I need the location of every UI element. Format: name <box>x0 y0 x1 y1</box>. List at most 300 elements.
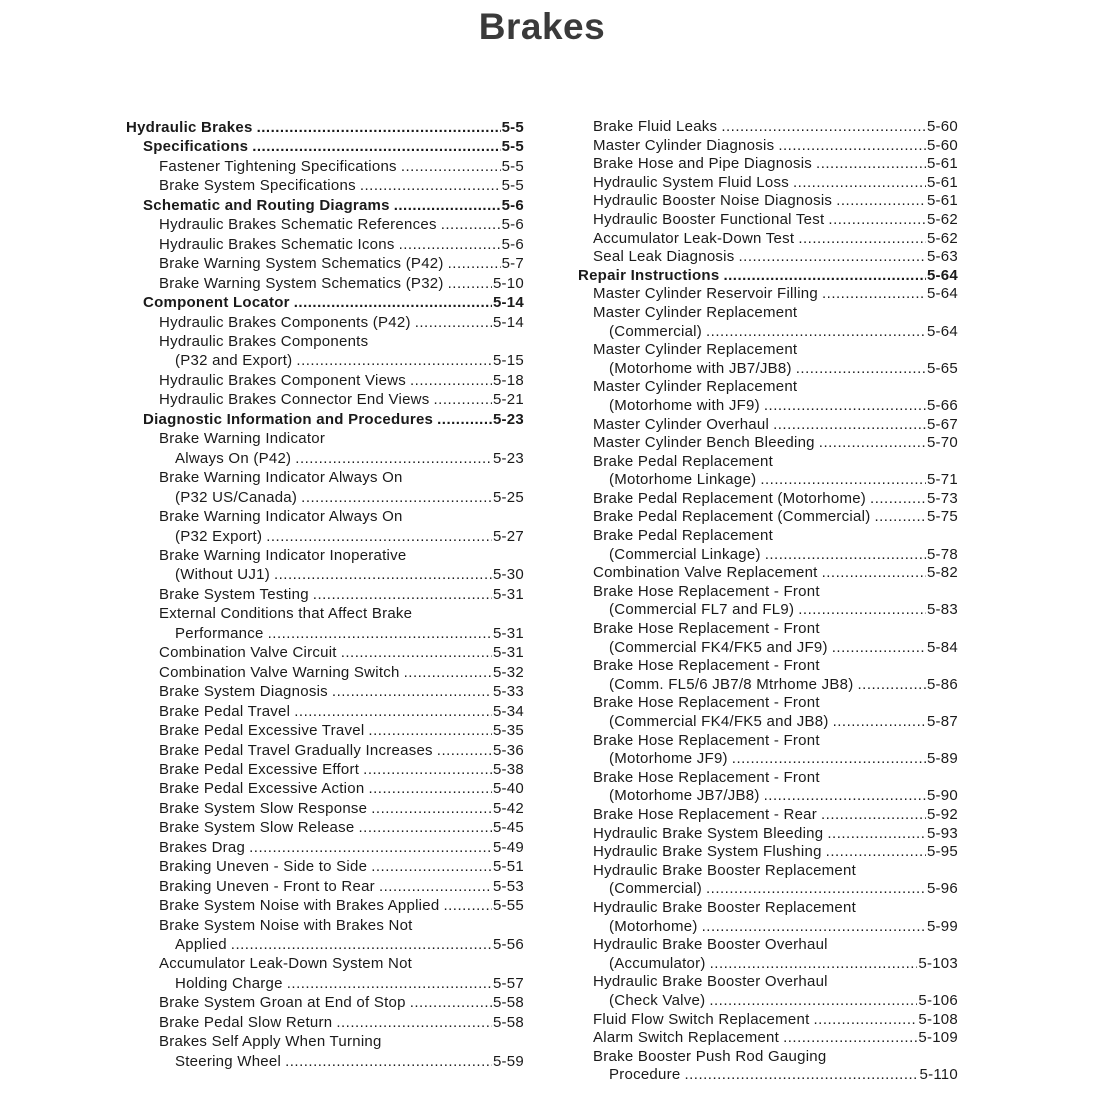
toc-entry-title: Master Cylinder Diagnosis <box>593 136 775 154</box>
toc-entry <box>578 620 958 657</box>
toc-entry-title: Brake System Slow Release <box>159 819 355 837</box>
toc-entry-continuation: (Comm. FL5/6 JB7/8 Mtrhome JB8) <box>609 675 854 693</box>
toc-entry <box>126 371 524 390</box>
toc-page-number: 5-33 <box>492 683 524 701</box>
toc-entry-continuation: (Commercial) <box>609 322 702 340</box>
toc-entry-title: Braking Uneven - Side to Side <box>159 858 368 876</box>
toc-entry <box>578 137 958 156</box>
toc-page-number: 5-90 <box>926 787 958 805</box>
toc-entry-title: Brakes Self Apply When Turning <box>159 1033 382 1051</box>
toc-page-number: 5-5 <box>501 177 524 195</box>
toc-entry-title: Hydraulic Brake Booster Replacement <box>593 898 857 916</box>
toc-entry-title: Master Cylinder Overhaul <box>593 415 770 433</box>
toc-entry <box>126 137 524 156</box>
toc-page-number: 5-35 <box>492 722 524 740</box>
toc-page-number: 5-30 <box>492 566 524 584</box>
toc-page-number: 5-6 <box>501 196 524 214</box>
dot-leader <box>798 230 926 249</box>
toc-entry-title: Master Cylinder Reservoir Filling <box>593 285 818 303</box>
dot-leader <box>441 215 501 234</box>
dot-leader <box>404 663 492 682</box>
toc-entry-title: Brake Hose Replacement - Front <box>593 582 820 600</box>
dot-leader <box>410 993 492 1012</box>
dot-leader <box>448 274 492 293</box>
dot-leader <box>822 564 926 583</box>
toc-page-number: 5-64 <box>926 266 958 284</box>
toc-entry-title: Brake Pedal Replacement <box>593 452 774 470</box>
dot-leader <box>336 1013 492 1032</box>
toc-entry <box>578 248 958 267</box>
toc-entry <box>578 732 958 769</box>
toc-entry-title: Brake Hose Replacement - Front <box>593 731 820 749</box>
toc-page-number: 5-83 <box>926 601 958 619</box>
toc-page-number: 5-78 <box>926 545 958 563</box>
toc-entry-title: Brake System Slow Response <box>159 799 368 817</box>
toc-entry <box>578 174 958 193</box>
dot-leader <box>827 825 926 844</box>
dot-leader <box>709 992 917 1011</box>
dot-leader <box>274 565 492 584</box>
dot-leader <box>249 838 492 857</box>
toc-page-number: 5-23 <box>492 449 524 467</box>
toc-page-number: 5-64 <box>926 285 958 303</box>
dot-leader <box>359 818 492 837</box>
toc-entry-title: Hydraulic Brake Booster Overhaul <box>593 936 828 954</box>
toc-left-column <box>126 118 524 1071</box>
toc-page-number: 5-65 <box>926 359 958 377</box>
toc-entry-title: Brake System Noise with Brakes Applied <box>159 897 440 915</box>
toc-entry-title: Brake Hose Replacement - Front <box>593 620 820 638</box>
toc-entry-continuation: (Commercial Linkage) <box>609 545 761 563</box>
toc-page-number: 5-99 <box>926 917 958 935</box>
dot-leader <box>723 267 926 286</box>
toc-entry <box>126 410 524 429</box>
dot-leader <box>828 211 926 230</box>
dot-leader <box>287 974 492 993</box>
toc-page-number: 5-66 <box>926 396 958 414</box>
toc-entry <box>578 508 958 527</box>
toc-entry-title: Hydraulic Booster Functional Test <box>593 210 825 228</box>
toc-page-number: 5-70 <box>926 434 958 452</box>
toc-page-number: 5-31 <box>492 624 524 642</box>
toc-entry <box>578 694 958 731</box>
dot-leader <box>833 713 926 732</box>
toc-entry-continuation: (Commercial FK4/FK5 and JB8) <box>609 713 829 730</box>
toc-entry-title: Brake Warning Indicator Always On <box>159 469 403 487</box>
dot-leader <box>257 118 501 137</box>
toc-entry <box>578 583 958 620</box>
dot-leader <box>294 702 492 721</box>
toc-entry <box>126 682 524 701</box>
toc-page-number: 5-23 <box>492 410 524 428</box>
toc-entry-title: Brake Warning Indicator Always On <box>159 508 403 526</box>
dot-leader <box>798 601 926 620</box>
toc-entry <box>126 196 524 215</box>
toc-page-number: 5-40 <box>492 780 524 798</box>
toc-entry-title: Brake System Testing <box>159 585 309 603</box>
dot-leader <box>710 955 918 974</box>
toc-page-number: 5-61 <box>926 192 958 210</box>
toc-entry-continuation: (Commercial FL7 and FL9) <box>609 601 795 619</box>
toc-page-number: 5-95 <box>926 843 958 861</box>
toc-page-number: 5-15 <box>492 352 524 370</box>
toc-entry-title: Accumulator Leak-Down System Not <box>159 955 413 973</box>
toc-entry <box>126 254 524 273</box>
dot-leader <box>721 118 926 137</box>
toc-entry-continuation: (Motorhome JF9) <box>609 750 728 768</box>
toc-entry-continuation: Applied <box>175 936 227 954</box>
toc-entry <box>126 663 524 682</box>
toc-entry-continuation: (Commercial FK4/FK5 and JF9) <box>609 638 828 656</box>
toc-page-number: 5-36 <box>492 741 524 759</box>
toc-entry-title: Brake Fluid Leaks <box>593 118 718 135</box>
toc-page-number: 5-84 <box>926 638 958 656</box>
dot-leader <box>796 360 926 379</box>
toc-entry <box>126 429 524 468</box>
dot-leader <box>410 371 492 390</box>
toc-right-column <box>578 118 958 1085</box>
toc-entry <box>126 546 524 585</box>
toc-page-number: 5-64 <box>926 322 958 340</box>
dot-leader <box>332 682 492 701</box>
toc-entry <box>578 267 958 286</box>
toc-entry <box>578 230 958 249</box>
toc-entry-title: Component Locator <box>143 294 290 312</box>
toc-entry <box>126 332 524 371</box>
dot-leader <box>313 585 492 604</box>
toc-entry <box>126 643 524 662</box>
toc-page-number: 5-89 <box>926 750 958 768</box>
dot-leader <box>231 935 492 954</box>
toc-page-number: 5-60 <box>926 136 958 154</box>
toc-entry <box>578 118 958 137</box>
toc-entry <box>578 341 958 378</box>
dot-leader <box>732 750 926 769</box>
toc-entry-title: Master Cylinder Replacement <box>593 378 798 396</box>
toc-entry <box>126 1013 524 1032</box>
dot-leader <box>371 799 492 818</box>
toc-page-number: 5-71 <box>926 471 958 489</box>
toc-page-number: 5-49 <box>492 838 524 856</box>
toc-page-number: 5-61 <box>926 173 958 191</box>
toc-entry-title: Diagnostic Information and Procedures <box>143 410 434 428</box>
dot-leader <box>399 235 501 254</box>
dot-leader <box>874 508 926 527</box>
toc-page-number: 5-6 <box>501 235 524 253</box>
toc-entry <box>578 1048 958 1085</box>
toc-entry <box>126 468 524 507</box>
toc-page-number: 5-106 <box>918 991 958 1009</box>
toc-entry-title: Brake System Specifications <box>159 177 356 195</box>
dot-leader <box>368 779 492 798</box>
page-title: Brakes <box>478 6 606 47</box>
toc-entry <box>578 285 958 304</box>
toc-entry-title: Brake Pedal Excessive Action <box>159 780 365 798</box>
toc-page-number: 5-27 <box>492 527 524 545</box>
dot-leader <box>783 1029 917 1048</box>
toc-page-number: 5-57 <box>492 974 524 992</box>
dot-leader <box>296 351 492 370</box>
toc-entry-title: Master Cylinder Replacement <box>593 303 798 321</box>
toc-entry-title: Brake Hose Replacement - Front <box>593 657 820 675</box>
toc-entry <box>578 899 958 936</box>
dot-leader <box>294 293 492 312</box>
toc-entry <box>578 490 958 509</box>
toc-entry-title: Combination Valve Replacement <box>593 564 818 582</box>
toc-entry-title: Hydraulic Brakes <box>126 119 253 136</box>
toc-entry <box>126 585 524 604</box>
toc-page-number: 5-5 <box>501 138 524 156</box>
toc-page-number: 5-31 <box>492 644 524 662</box>
toc-page-number: 5-108 <box>918 1010 958 1028</box>
toc-entry-title: Alarm Switch Replacement <box>593 1029 780 1047</box>
toc-page-number: 5-14 <box>492 294 524 312</box>
toc-entry-title: Brake System Noise with Brakes Not <box>159 916 413 934</box>
toc-entry-continuation: (P32 Export) <box>175 527 263 545</box>
dot-leader <box>360 176 501 195</box>
dot-leader <box>857 676 925 695</box>
toc-entry <box>578 527 958 564</box>
toc-page-number: 5-63 <box>926 248 958 266</box>
toc-page-number: 5-109 <box>918 1029 958 1047</box>
toc-entry <box>126 313 524 332</box>
toc-entry-title: Brake Hose Replacement - Front <box>593 694 820 712</box>
dot-leader <box>773 416 926 435</box>
toc-entry-title: Brake System Diagnosis <box>159 683 328 701</box>
dot-leader <box>371 857 492 876</box>
toc-entry <box>578 434 958 453</box>
toc-entry-title: Brake Pedal Travel <box>159 702 291 720</box>
toc-entry-continuation: Performance <box>175 624 264 642</box>
toc-entry <box>578 806 958 825</box>
dot-leader <box>764 397 926 416</box>
dot-leader <box>368 721 492 740</box>
dot-leader <box>268 624 492 643</box>
toc-page-number: 5-34 <box>492 702 524 720</box>
toc-page-number: 5-21 <box>492 391 524 409</box>
toc-page-number: 5-110 <box>919 1066 958 1084</box>
dot-leader <box>702 918 926 937</box>
dot-leader <box>684 1066 918 1085</box>
toc-entry <box>126 235 524 254</box>
dot-leader <box>760 471 926 490</box>
toc-entry <box>126 293 524 312</box>
toc-entry <box>126 857 524 876</box>
toc-page-number: 5-62 <box>926 210 958 228</box>
toc-page-number: 5-86 <box>926 675 958 693</box>
dot-leader <box>301 488 492 507</box>
toc-entry <box>126 215 524 234</box>
toc-entry <box>578 769 958 806</box>
toc-entry <box>126 954 524 993</box>
toc-entry <box>126 507 524 546</box>
toc-page-number: 5-96 <box>926 880 958 898</box>
toc-entry <box>578 564 958 583</box>
dot-leader <box>415 313 492 332</box>
toc-entry <box>578 862 958 899</box>
toc-page-number: 5-61 <box>926 155 958 173</box>
dot-leader <box>266 527 492 546</box>
toc-entry <box>126 390 524 409</box>
toc-entry-title: Brake Pedal Travel Gradually Increases <box>159 741 433 759</box>
toc-page-number: 5-82 <box>926 564 958 582</box>
toc-entry-title: External Conditions that Affect Brake <box>159 605 413 623</box>
toc-entry-title: Brakes Drag <box>159 838 246 856</box>
toc-page-number: 5-38 <box>492 760 524 778</box>
toc-page-number: 5-56 <box>492 936 524 954</box>
dot-leader <box>341 643 492 662</box>
toc-page-number: 5-5 <box>501 157 524 175</box>
toc-entry-title: Seal Leak Diagnosis <box>593 248 735 266</box>
toc-entry-title: Hydraulic Brakes Connector End Views <box>159 391 430 409</box>
toc-entry <box>126 702 524 721</box>
toc-entry-title: Hydraulic Brakes Schematic Icons <box>159 235 395 253</box>
toc-entry <box>126 993 524 1012</box>
toc-entry <box>126 838 524 857</box>
toc-entry <box>126 274 524 293</box>
toc-entry-title: Master Cylinder Bench Bleeding <box>593 434 815 452</box>
dot-leader <box>822 285 926 304</box>
toc-entry-title: Brake Pedal Excessive Effort <box>159 760 360 778</box>
toc-entry-title: Hydraulic System Fluid Loss <box>593 173 789 191</box>
dot-leader <box>363 760 492 779</box>
toc-page-number: 5-10 <box>492 274 524 292</box>
dot-leader <box>706 880 926 899</box>
toc-page-number: 5-93 <box>926 824 958 842</box>
toc-entry <box>578 843 958 862</box>
toc-page-number: 5-14 <box>492 313 524 331</box>
toc-entry-title: Brake Warning System Schematics (P42) <box>159 255 444 273</box>
toc-entry-title: Brake Pedal Slow Return <box>159 1013 333 1031</box>
dot-leader <box>764 787 926 806</box>
toc-entry <box>578 211 958 230</box>
toc-page-number: 5-45 <box>492 819 524 837</box>
toc-entry <box>126 157 524 176</box>
toc-entry-title: Brake Pedal Replacement (Commercial) <box>593 508 871 526</box>
toc-page-number: 5-92 <box>926 805 958 823</box>
toc-entry-title: Master Cylinder Replacement <box>593 341 798 359</box>
toc-entry <box>126 779 524 798</box>
toc-page-number: 5-87 <box>926 713 958 730</box>
toc-entry-continuation: (Motorhome) <box>609 917 698 935</box>
dot-leader <box>437 741 492 760</box>
toc-entry-title: Brake Pedal Replacement (Motorhome) <box>593 489 867 507</box>
toc-entry <box>578 378 958 415</box>
toc-entry-title: Repair Instructions <box>578 266 720 284</box>
toc-entry-title: Hydraulic Booster Noise Diagnosis <box>593 192 833 210</box>
toc-page-number: 5-51 <box>492 858 524 876</box>
dot-leader <box>448 254 501 273</box>
toc-entry-title: Combination Valve Circuit <box>159 644 337 662</box>
toc-entry-title: Brake Warning System Schematics (P32) <box>159 274 444 292</box>
dot-leader <box>814 1011 918 1030</box>
toc-entry-continuation: (Motorhome JB7/JB8) <box>609 787 760 805</box>
toc-entry-title: Brake Hose Replacement - Rear <box>593 805 818 823</box>
dot-leader <box>394 196 501 215</box>
toc-entry <box>578 936 958 973</box>
toc-entry-title: Brake Pedal Replacement <box>593 527 774 545</box>
toc-page-number: 5-32 <box>492 663 524 681</box>
toc-entry <box>578 192 958 211</box>
toc-entry-title: Brake System Groan at End of Stop <box>159 994 406 1012</box>
toc-page-number: 5-18 <box>492 371 524 389</box>
toc-entry-title: Brake Warning Indicator <box>159 430 326 448</box>
toc-entry-title: Braking Uneven - Front to Rear <box>159 877 375 895</box>
toc-entry <box>126 741 524 760</box>
toc-entry <box>578 416 958 435</box>
toc-entry-title: Fastener Tightening Specifications <box>159 157 397 175</box>
toc-entry-continuation: (Check Valve) <box>609 991 706 1009</box>
toc-page-number: 5-55 <box>492 897 524 915</box>
toc-page-number: 5-31 <box>492 585 524 603</box>
dot-leader <box>739 248 926 267</box>
toc-page-number: 5-7 <box>501 255 524 273</box>
toc-page-number: 5-58 <box>492 994 524 1012</box>
toc-entry <box>126 877 524 896</box>
toc-entry <box>126 760 524 779</box>
dot-leader <box>437 410 492 429</box>
toc-entry-continuation: Procedure <box>609 1066 681 1084</box>
toc-entry <box>126 721 524 740</box>
toc-entry <box>578 304 958 341</box>
dot-leader <box>826 843 926 862</box>
dot-leader <box>778 137 926 156</box>
toc-entry-title: Specifications <box>143 138 249 156</box>
toc-entry-continuation: (Motorhome with JF9) <box>609 396 760 414</box>
toc-entry <box>126 799 524 818</box>
dot-leader <box>706 323 926 342</box>
toc-entry-title: Hydraulic Brake Booster Overhaul <box>593 973 828 991</box>
toc-entry-continuation: Holding Charge <box>175 974 283 992</box>
toc-entry <box>126 896 524 915</box>
dot-leader <box>793 174 926 193</box>
dot-leader <box>836 192 926 211</box>
toc-entry-title: Brake Warning Indicator Inoperative <box>159 546 407 564</box>
toc-entry <box>578 1011 958 1030</box>
toc-entry <box>578 825 958 844</box>
toc-entry <box>126 604 524 643</box>
toc-entry <box>578 453 958 490</box>
toc-entry <box>578 155 958 174</box>
toc-entry <box>126 118 524 137</box>
toc-page-number: 5-75 <box>926 508 958 526</box>
dot-leader <box>379 877 492 896</box>
toc-entry-title: Accumulator Leak-Down Test <box>593 229 795 247</box>
toc-page-number: 5-5 <box>501 119 524 136</box>
dot-leader <box>285 1052 492 1071</box>
toc-entry-continuation: (Commercial) <box>609 880 702 898</box>
toc-entry-title: Hydraulic Brakes Components (P42) <box>159 313 411 331</box>
toc-entry-title: Hydraulic Brakes Component Views <box>159 371 406 389</box>
toc-entry-continuation: (P32 US/Canada) <box>175 488 298 506</box>
toc-entry <box>126 176 524 195</box>
toc-entry-title: Brake Booster Push Rod Gauging <box>593 1047 827 1065</box>
toc-page-number: 5-73 <box>926 489 958 507</box>
toc-entry <box>126 818 524 837</box>
toc-entry-title: Fluid Flow Switch Replacement <box>593 1010 810 1028</box>
toc-entry-continuation: (Motorhome Linkage) <box>609 471 757 489</box>
toc-entry <box>126 916 524 955</box>
toc-entry <box>578 657 958 694</box>
toc-page-number: 5-60 <box>926 118 958 135</box>
toc-entry-title: Schematic and Routing Diagrams <box>143 196 390 214</box>
dot-leader <box>821 806 926 825</box>
toc-entry-title: Hydraulic Brake Booster Replacement <box>593 861 857 879</box>
dot-leader <box>443 896 492 915</box>
toc-entry-title: Hydraulic Brake System Bleeding <box>593 824 824 842</box>
toc-entry-continuation: Always On (P42) <box>175 449 292 467</box>
dot-leader <box>832 639 926 658</box>
